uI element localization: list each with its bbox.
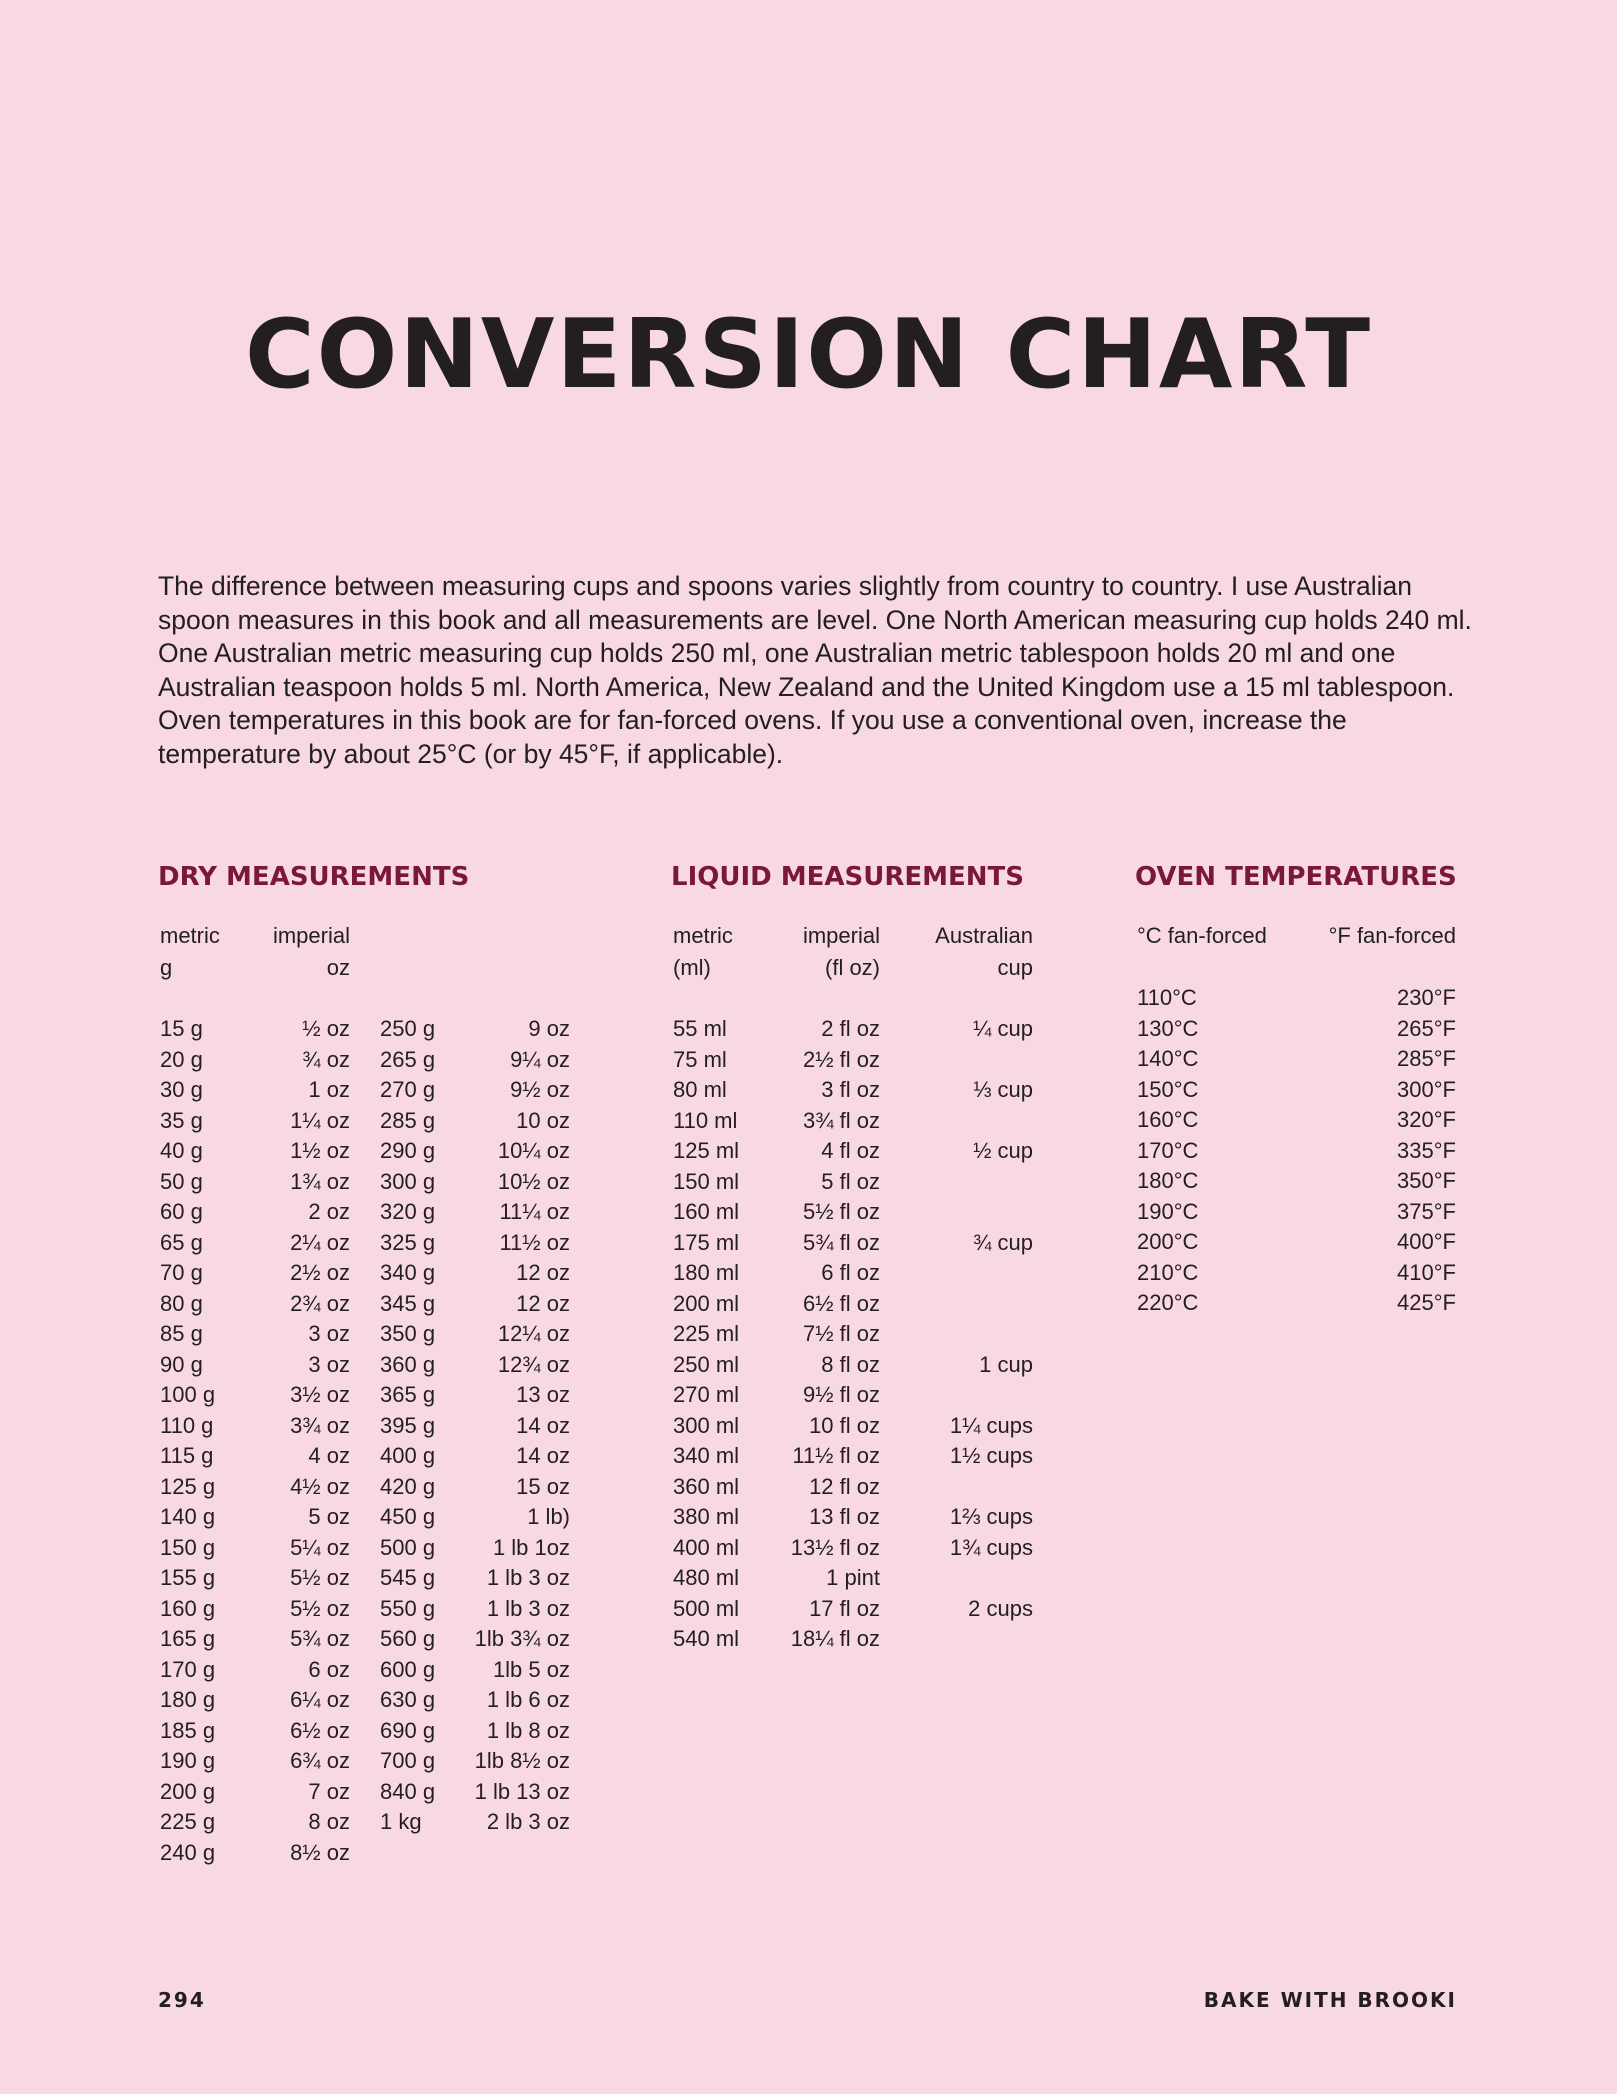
oven-fahrenheit-value: 320°F bbox=[1397, 1107, 1456, 1132]
liquid-metric-header: metric bbox=[673, 923, 733, 948]
dry-imperial-value: 1 lb 3 oz bbox=[486, 1595, 570, 1621]
dry-imperial-value: 1 lb 8 oz bbox=[486, 1717, 570, 1743]
liquid-imperial-value: 5 fl oz bbox=[821, 1168, 880, 1194]
dry-imperial-value: 6¼ oz bbox=[290, 1687, 350, 1712]
oven-celsius-value: 210°C bbox=[1137, 1259, 1199, 1285]
liquid-metric-value: 110 ml bbox=[673, 1107, 738, 1133]
dry-imperial-value: 4 oz bbox=[308, 1443, 350, 1468]
dry-imperial-value: 1 lb 6 oz bbox=[486, 1687, 570, 1712]
liquid-imperial-list bbox=[760, 1014, 880, 1655]
dry-imperial-value: 1 lb 13 oz bbox=[474, 1778, 570, 1804]
dry-metric-value: 400 g bbox=[380, 1443, 436, 1468]
liquid-metric-value: 55 ml bbox=[673, 1016, 727, 1041]
oven-fahrenheit-header: °F fan-forced bbox=[1328, 923, 1456, 948]
dry-metric-value: 185 g bbox=[160, 1717, 216, 1743]
liquid-cup-value bbox=[900, 1045, 1033, 1076]
dry-imperial-value: 1lb 8½ oz bbox=[474, 1748, 570, 1773]
dry-metric-value: 160 g bbox=[160, 1595, 216, 1621]
liquid-imperial-value: 12 fl oz bbox=[809, 1473, 880, 1499]
oven-celsius-value: 160°C bbox=[1137, 1107, 1199, 1132]
liquid-imperial-value: 6 fl oz bbox=[821, 1260, 880, 1285]
dry-imperial-value: 10 oz bbox=[516, 1107, 570, 1133]
dry-imperial-value: 1 lb) bbox=[527, 1504, 570, 1529]
oven-fahrenheit-value: 400°F bbox=[1397, 1229, 1456, 1254]
dry-metric-value: 630 g bbox=[380, 1687, 436, 1712]
oven-celsius-value: 190°C bbox=[1137, 1198, 1199, 1224]
liquid-metric-value: 480 ml bbox=[673, 1565, 740, 1590]
liquid-imperial-unit: (fl oz) bbox=[825, 955, 880, 980]
dry-col2-imperial-list bbox=[440, 1014, 570, 1838]
dry-imperial-value: 12¾ oz bbox=[497, 1351, 570, 1377]
dry-metric-value: 85 g bbox=[160, 1321, 203, 1346]
dry-imperial-value: 9 oz bbox=[528, 1016, 570, 1041]
dry-metric-value: 550 g bbox=[380, 1595, 436, 1621]
liquid-cup-value bbox=[900, 1106, 1033, 1137]
liquid-imperial-value: 13 fl oz bbox=[809, 1504, 880, 1529]
dry-metric-value: 20 g bbox=[160, 1046, 203, 1072]
dry-imperial-value: 6 oz bbox=[308, 1656, 350, 1682]
liquid-imperial-value: 5½ fl oz bbox=[802, 1199, 880, 1224]
dry-metric-value: 35 g bbox=[160, 1107, 203, 1133]
liquid-imperial-value: 7½ fl oz bbox=[802, 1321, 880, 1346]
dry-metric-value: 115 g bbox=[160, 1443, 214, 1468]
oven-fahrenheit-value: 410°F bbox=[1397, 1259, 1456, 1285]
liquid-metric-value: 225 ml bbox=[673, 1321, 740, 1346]
dry-metric-value: 180 g bbox=[160, 1687, 216, 1712]
dry-metric-value: 150 g bbox=[160, 1534, 216, 1560]
dry-imperial-value: 15 oz bbox=[516, 1473, 570, 1499]
dry-metric-value: 60 g bbox=[160, 1199, 203, 1224]
page-number: 294 bbox=[158, 1988, 206, 2012]
dry-metric-value: 30 g bbox=[160, 1077, 203, 1102]
oven-fahrenheit-value: 230°F bbox=[1397, 985, 1456, 1010]
dry-metric-value: 15 g bbox=[160, 1016, 203, 1041]
dry-measurements-heading: DRY MEASUREMENTS bbox=[158, 862, 470, 892]
dry-imperial-value: 1½ oz bbox=[290, 1138, 350, 1163]
dry-col1-imperial-list bbox=[250, 1014, 350, 1868]
dry-imperial-value: 8 oz bbox=[308, 1809, 350, 1834]
oven-fahrenheit-value: 300°F bbox=[1397, 1076, 1456, 1102]
liquid-metric-value: 150 ml bbox=[673, 1168, 740, 1194]
dry-metric-value: 200 g bbox=[160, 1778, 216, 1804]
dry-metric-value: 395 g bbox=[380, 1412, 436, 1438]
liquid-imperial-value: 9½ fl oz bbox=[802, 1382, 880, 1407]
liquid-imperial-value: 3 fl oz bbox=[821, 1077, 880, 1102]
dry-imperial-value: 2 lb 3 oz bbox=[486, 1809, 570, 1834]
dry-metric-value: 40 g bbox=[160, 1138, 203, 1163]
dry-imperial-value: 1lb 5 oz bbox=[492, 1656, 570, 1682]
dry-metric-value: 225 g bbox=[160, 1809, 216, 1834]
dry-imperial-value: 5½ oz bbox=[290, 1565, 350, 1590]
dry-imperial-value: 5¾ oz bbox=[290, 1626, 350, 1651]
liquid-cup-value: 1 cup bbox=[979, 1351, 1033, 1377]
dry-metric-header: metric bbox=[160, 923, 220, 948]
liquid-imperial-value: 1 pint bbox=[826, 1565, 880, 1590]
dry-metric-value: 840 g bbox=[380, 1778, 436, 1804]
dry-metric-value: 500 g bbox=[380, 1534, 436, 1560]
dry-metric-value: 700 g bbox=[380, 1748, 436, 1773]
liquid-cup-value bbox=[900, 1563, 1033, 1594]
oven-fahrenheit-value: 285°F bbox=[1397, 1046, 1456, 1071]
dry-metric-value: 270 g bbox=[380, 1077, 436, 1102]
liquid-cup-value bbox=[900, 1624, 1033, 1655]
dry-metric-value: 290 g bbox=[380, 1138, 436, 1163]
dry-metric-value: 345 g bbox=[380, 1290, 436, 1316]
liquid-measurements-heading: LIQUID MEASUREMENTS bbox=[671, 862, 1024, 892]
liquid-imperial-value: 4 fl oz bbox=[821, 1138, 880, 1163]
oven-celsius-value: 110°C bbox=[1137, 985, 1197, 1010]
dry-imperial-value: 5½ oz bbox=[290, 1595, 350, 1621]
liquid-cup-unit: cup bbox=[997, 955, 1033, 980]
liquid-metric-value: 340 ml bbox=[673, 1443, 740, 1468]
dry-metric-value: 250 g bbox=[380, 1016, 436, 1041]
dry-col1-metric-list bbox=[160, 1014, 250, 1868]
dry-imperial-value: 8½ oz bbox=[290, 1839, 350, 1865]
dry-imperial-value: 12¼ oz bbox=[497, 1321, 570, 1346]
liquid-metric-value: 175 ml bbox=[673, 1229, 740, 1255]
dry-imperial-value: 6½ oz bbox=[290, 1717, 350, 1743]
liquid-imperial-value: 6½ fl oz bbox=[802, 1290, 880, 1316]
liquid-imperial-value: 11½ fl oz bbox=[792, 1443, 880, 1468]
liquid-imperial-value: 8 fl oz bbox=[821, 1351, 880, 1377]
dry-imperial-unit: oz bbox=[326, 955, 350, 980]
dry-metric-value: 70 g bbox=[160, 1260, 203, 1285]
dry-metric-value: 1 kg bbox=[380, 1809, 422, 1834]
dry-imperial-value: 3 oz bbox=[308, 1351, 350, 1377]
dry-metric-value: 300 g bbox=[380, 1168, 436, 1194]
dry-imperial-value: 11½ oz bbox=[499, 1229, 570, 1255]
liquid-imperial-value: 5¾ fl oz bbox=[802, 1229, 880, 1255]
liquid-imperial-value: 3¾ fl oz bbox=[802, 1107, 880, 1133]
oven-celsius-value: 180°C bbox=[1137, 1168, 1199, 1193]
liquid-metric-value: 160 ml bbox=[673, 1199, 740, 1224]
oven-fahrenheit-value: 425°F bbox=[1397, 1290, 1456, 1315]
dry-imperial-value: 12 oz bbox=[516, 1260, 570, 1285]
dry-metric-value: 50 g bbox=[160, 1168, 203, 1194]
dry-imperial-value: 1¾ oz bbox=[290, 1168, 350, 1194]
oven-celsius-value: 200°C bbox=[1137, 1229, 1199, 1254]
dry-imperial-value: 9½ oz bbox=[510, 1077, 570, 1102]
liquid-metric-value: 380 ml bbox=[673, 1504, 740, 1529]
dry-imperial-value: 2 oz bbox=[308, 1199, 350, 1224]
liquid-cup-value: ¼ cup bbox=[973, 1016, 1033, 1041]
liquid-cup-value: ½ cup bbox=[973, 1138, 1033, 1163]
dry-metric-value: 600 g bbox=[380, 1656, 436, 1682]
oven-fahrenheit-value: 375°F bbox=[1397, 1198, 1456, 1224]
dry-imperial-value: 2½ oz bbox=[290, 1260, 350, 1285]
liquid-cup-value bbox=[900, 1319, 1033, 1350]
liquid-imperial-value: 2 fl oz bbox=[821, 1016, 880, 1041]
liquid-cup-value bbox=[900, 1380, 1033, 1411]
dry-metric-value: 690 g bbox=[380, 1717, 436, 1743]
oven-celsius-value: 170°C bbox=[1137, 1137, 1199, 1163]
liquid-cup-value: 2 cups bbox=[968, 1595, 1033, 1621]
dry-imperial-value: 13 oz bbox=[516, 1382, 570, 1407]
liquid-metric-value: 80 ml bbox=[673, 1077, 727, 1102]
dry-imperial-value: 3½ oz bbox=[290, 1382, 350, 1407]
dry-imperial-value: ½ oz bbox=[302, 1016, 350, 1041]
dry-imperial-value: 5 oz bbox=[308, 1504, 350, 1529]
oven-celsius-list bbox=[1137, 983, 1257, 1319]
liquid-cup-value bbox=[900, 1167, 1033, 1198]
oven-celsius-header: °C fan-forced bbox=[1137, 923, 1267, 948]
dry-imperial-value: 5¼ oz bbox=[290, 1534, 350, 1560]
liquid-metric-value: 400 ml bbox=[673, 1534, 740, 1560]
dry-metric-value: 450 g bbox=[380, 1504, 436, 1529]
liquid-cup-value bbox=[900, 1289, 1033, 1320]
oven-temperatures-heading: OVEN TEMPERATURES bbox=[1135, 862, 1457, 892]
dry-metric-value: 350 g bbox=[380, 1321, 436, 1346]
oven-fahrenheit-value: 335°F bbox=[1397, 1137, 1456, 1163]
dry-imperial-value: 6¾ oz bbox=[290, 1748, 350, 1773]
liquid-cup-value: 1⅔ cups bbox=[949, 1504, 1033, 1529]
dry-metric-value: 325 g bbox=[380, 1229, 436, 1255]
dry-imperial-value: 1 lb 1oz bbox=[492, 1534, 570, 1560]
dry-metric-value: 365 g bbox=[380, 1382, 436, 1407]
dry-imperial-value: 3 oz bbox=[308, 1321, 350, 1346]
dry-imperial-value: 1 oz bbox=[308, 1077, 350, 1102]
dry-imperial-value: 7 oz bbox=[308, 1778, 350, 1804]
liquid-metric-value: 360 ml bbox=[673, 1473, 740, 1499]
intro-paragraph: The difference between measuring cups and spoons varies slightly from country to country. I use Australian spoon measures in this book and all measurements are level. One North American measuring cup holds 240 ml. One Australian metric measuring cup holds 250 ml, one Australian metric tablespoon holds 20 ml and one Australian teaspoon holds 5 ml. North America, New Zealand and the United Kingdom use a 15 ml tablespoon. Oven temperatures in this book are for fan-forced ovens. If you use a conventional oven, increase the temperature by about 25°C (or by 45°F, if applicable). bbox=[158, 571, 1472, 769]
dry-imperial-value: 1lb 3¾ oz bbox=[474, 1626, 570, 1651]
liquid-cup-value: 1¼ cups bbox=[949, 1412, 1033, 1438]
dry-metric-value: 320 g bbox=[380, 1199, 436, 1224]
liquid-imperial-value: 13½ fl oz bbox=[790, 1534, 880, 1560]
dry-imperial-value: 2¼ oz bbox=[290, 1229, 350, 1255]
dry-imperial-value: 9¼ oz bbox=[510, 1046, 570, 1072]
dry-imperial-value: 14 oz bbox=[516, 1412, 570, 1438]
dry-imperial-value: 1¼ oz bbox=[290, 1107, 350, 1133]
dry-imperial-value: 12 oz bbox=[516, 1290, 570, 1316]
dry-metric-value: 190 g bbox=[160, 1748, 216, 1773]
dry-imperial-value: 1 lb 3 oz bbox=[486, 1565, 570, 1590]
oven-celsius-value: 220°C bbox=[1137, 1290, 1199, 1315]
liquid-imperial-value: 10 fl oz bbox=[809, 1412, 880, 1438]
dry-metric-value: 125 g bbox=[160, 1473, 216, 1499]
liquid-imperial-value: 2½ fl oz bbox=[802, 1046, 880, 1072]
liquid-cup-header: Australian bbox=[935, 923, 1033, 948]
dry-metric-value: 165 g bbox=[160, 1626, 216, 1651]
dry-imperial-value: 3¾ oz bbox=[290, 1412, 350, 1438]
dry-imperial-value: ¾ oz bbox=[302, 1046, 350, 1072]
oven-fahrenheit-value: 350°F bbox=[1397, 1168, 1456, 1193]
liquid-metric-value: 250 ml bbox=[673, 1351, 740, 1377]
liquid-cup-value: 1¾ cups bbox=[949, 1534, 1033, 1560]
dry-imperial-header: imperial bbox=[272, 923, 350, 948]
liquid-metric-value: 200 ml bbox=[673, 1290, 740, 1316]
oven-celsius-value: 150°C bbox=[1137, 1076, 1199, 1102]
dry-imperial-value: 14 oz bbox=[516, 1443, 570, 1468]
liquid-cup-value: ⅓ cup bbox=[973, 1077, 1033, 1102]
liquid-metric-value: 500 ml bbox=[673, 1595, 740, 1621]
liquid-cup-value bbox=[900, 1472, 1033, 1503]
dry-metric-value: 560 g bbox=[380, 1626, 436, 1651]
liquid-metric-value: 180 ml bbox=[673, 1260, 740, 1285]
dry-metric-value: 545 g bbox=[380, 1565, 436, 1590]
liquid-metric-list bbox=[673, 1014, 773, 1655]
oven-celsius-value: 130°C bbox=[1137, 1015, 1199, 1041]
oven-fahrenheit-list bbox=[1290, 983, 1456, 1319]
liquid-cup-value: 1½ cups bbox=[949, 1443, 1033, 1468]
dry-metric-value: 420 g bbox=[380, 1473, 436, 1499]
dry-metric-value: 285 g bbox=[380, 1107, 436, 1133]
dry-metric-value: 140 g bbox=[160, 1504, 216, 1529]
dry-metric-value: 90 g bbox=[160, 1351, 203, 1377]
liquid-metric-value: 125 ml bbox=[673, 1138, 740, 1163]
liquid-metric-value: 75 ml bbox=[673, 1046, 727, 1072]
dry-imperial-value: 4½ oz bbox=[290, 1473, 350, 1499]
dry-metric-unit: g bbox=[160, 955, 173, 980]
liquid-imperial-value: 17 fl oz bbox=[809, 1595, 880, 1621]
dry-metric-value: 360 g bbox=[380, 1351, 436, 1377]
dry-imperial-value: 11¼ oz bbox=[499, 1199, 570, 1224]
liquid-metric-value: 540 ml bbox=[673, 1626, 740, 1651]
book-title: BAKE WITH BROOKI bbox=[1203, 1988, 1457, 2012]
liquid-cup-value bbox=[900, 1197, 1033, 1228]
liquid-cup-value: ¾ cup bbox=[973, 1229, 1033, 1255]
dry-imperial-value: 10½ oz bbox=[497, 1168, 570, 1194]
liquid-imperial-value: 18¼ fl oz bbox=[790, 1626, 880, 1651]
dry-metric-value: 340 g bbox=[380, 1260, 436, 1285]
liquid-metric-value: 270 ml bbox=[673, 1382, 740, 1407]
liquid-cup-value bbox=[900, 1258, 1033, 1289]
dry-metric-value: 155 g bbox=[160, 1565, 216, 1590]
dry-metric-value: 170 g bbox=[160, 1656, 216, 1682]
oven-celsius-value: 140°C bbox=[1137, 1046, 1199, 1071]
dry-metric-value: 100 g bbox=[160, 1382, 216, 1407]
dry-metric-value: 80 g bbox=[160, 1290, 203, 1316]
liquid-imperial-header: imperial bbox=[802, 923, 880, 948]
page-title: CONVERSION CHART bbox=[244, 300, 1373, 410]
liquid-metric-unit: (ml) bbox=[673, 955, 711, 980]
dry-metric-value: 110 g bbox=[160, 1412, 214, 1438]
dry-imperial-value: 2¾ oz bbox=[290, 1290, 350, 1316]
dry-imperial-value: 10¼ oz bbox=[497, 1138, 570, 1163]
liquid-cup-list bbox=[900, 1014, 1033, 1655]
oven-fahrenheit-value: 265°F bbox=[1397, 1015, 1456, 1041]
dry-metric-value: 265 g bbox=[380, 1046, 436, 1072]
liquid-metric-value: 300 ml bbox=[673, 1412, 740, 1438]
dry-metric-value: 240 g bbox=[160, 1839, 216, 1865]
dry-metric-value: 65 g bbox=[160, 1229, 203, 1255]
